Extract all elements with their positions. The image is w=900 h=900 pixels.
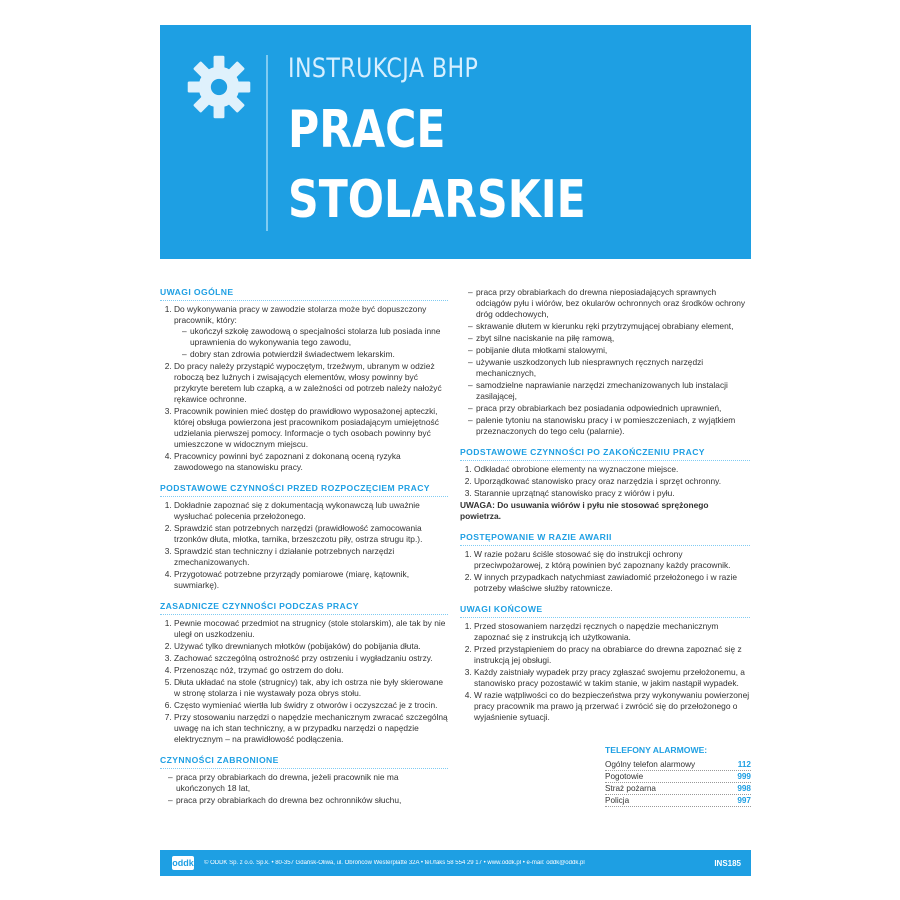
section-title-final: UWAGI KOŃCOWE (460, 604, 750, 618)
after-note: UWAGA: Do usuwania wiórów i pyłu nie stosować sprężonego powietrza. (460, 500, 709, 521)
alarm-row (605, 771, 751, 783)
alarm-title: TELEFONY ALARMOWE: (605, 745, 708, 755)
list-item: – praca przy obrabiarkach bez posiadania odpowiednich uprawnień, (468, 403, 750, 414)
list-item: 1. Odkładać obrobione elementy na wyznaczone miejsce. (474, 464, 750, 475)
header-title (288, 95, 586, 235)
list-item: 1. W razie pożaru ściśle stosować się do instrukcji ochrony przeciwpożarowej, z którą powinien być zapoznany każdy pracownik. (474, 549, 750, 571)
alarm-row (605, 759, 751, 771)
list-item: 2. Sprawdzić stan potrzebnych narzędzi (prawidłowość zamocowania trzonków dłuta, młotka, tarnika, brzeszczotu piły, ostrza strugu itp.). (174, 523, 448, 545)
list-item: 3. Każdy zaistniały wypadek przy pracy zgłaszać swojemu przełożonemu, a stanowisko pracy pozostawić w takim stanie, w jakim nastąpił wypadek. (474, 667, 750, 689)
list-item: 2. Do pracy należy przystąpić wypoczętym, trzeźwym, ubranym w odzież roboczą bez luźnych i zwisających elementów, włosy powinny być przykryte beretem lub czapką, a w zależności od potrzeb należy nałożyć rękawice ochronne. (174, 361, 448, 405)
list-item: 2. Przed przystąpieniem do pracy na obrabiarce do drewna zapoznać się z instrukcją jej obsługi. (474, 644, 750, 666)
alarm-number: 997 (737, 796, 751, 805)
document-code: INS185 (714, 858, 741, 868)
list-item: – ukończył szkołę zawodową o specjalności stolarza lub posiada inne uprawnienia do wykonywania tego zawodu, (182, 326, 448, 348)
list-item: 5. Dłuta układać na stole (strugnicy) tak, aby ich ostrza nie były skierowane w stronę stolarza i nie wystawały poza obrys stołu. (174, 677, 448, 699)
list-forbidden-part2 (460, 287, 750, 437)
section-title-after: PODSTAWOWE CZYNNOŚCI PO ZAKOŃCZENIU PRACY (460, 447, 750, 461)
alarm-label: Straż pożarna (605, 784, 656, 793)
section-title-failure: POSTĘPOWANIE W RAZIE AWARII (460, 532, 750, 546)
list-item: 3. Sprawdzić stan techniczny i działanie potrzebnych narzędzi zmechanizowanych. (174, 546, 448, 568)
gear-icon (185, 53, 253, 121)
header-title-line1: PRACE (288, 100, 446, 160)
alarm-number: 998 (737, 784, 751, 793)
list-item: 2. Używać tylko drewnianych młotków (pobijaków) do pobijania dłuta. (174, 641, 448, 652)
list-item: 3. Zachować szczególną ostrożność przy ostrzeniu i wygładzaniu ostrzy. (174, 653, 448, 664)
footer-bar (160, 850, 751, 876)
alarm-row (605, 795, 751, 807)
list-item: 6. Często wymieniać wiertła lub świdry z otworów i oczyszczać je z trocin. (174, 700, 448, 711)
list-item: 1. Do wykonywania pracy w zawodzie stolarza może być dopuszczony pracownik, który: – ukończył szkołę zawodową o specjalności stolarza lub posiada inne uprawnienia do wykonywania tego zawodu, – dobry stan zdrowia potwierdził świadectwem lekarskim. (174, 304, 448, 360)
section-title-during: ZASADNICZE CZYNNOŚCI PODCZAS PRACY (160, 601, 448, 615)
list-forbidden-part1 (160, 772, 448, 806)
list-failure (460, 549, 750, 594)
list-item: – palenie tytoniu na stanowisku pracy i w pomieszczeniach, z wyjątkiem przeznaczonych do tego celu (palarnie). (468, 415, 750, 437)
list-item: 7. Przy stosowaniu narzędzi o napędzie mechanicznym zwracać szczególną uwagę na ich stan techniczny, a w przypadku narzędzi o napędzie elektrycznym – na prawidłowość podłączenia. (174, 712, 448, 745)
list-final (460, 621, 750, 723)
alarm-label: Pogotowie (605, 772, 644, 781)
list-item: – praca przy obrabiarkach do drewna, jeżeli pracownik nie ma ukończonych 18 lat, (168, 772, 448, 794)
list-item: – pobijanie dłuta młotkami stalowymi, (468, 345, 750, 356)
list-item: 2. W innych przypadkach natychmiast zawiadomić przełożonego i w razie potrzeby właściwe służby ratownicze. (474, 572, 750, 594)
section-title-general: UWAGI OGÓLNE (160, 287, 448, 301)
header-banner (160, 25, 751, 259)
list-general (160, 304, 448, 473)
alarm-number: 999 (737, 772, 751, 781)
list-item: 4. Pracownicy powinni być zapoznani z dokonaną oceną ryzyka zawodowego na stanowisku pracy. (174, 451, 448, 473)
list-item: – samodzielne naprawianie narzędzi zmechanizowanych lub instalacji zasilającej, (468, 380, 750, 402)
list-item: 4. W razie wątpliwości co do bezpieczeństwa przy wykonywaniu powierzonej pracy pracownik ma prawo ją przerwać i zwrócić się do przełożonego o wyjaśnienie sytuacji. (474, 690, 750, 723)
list-item: – skrawanie dłutem w kierunku ręki przytrzymującej obrabiany element, (468, 321, 750, 332)
list-item: – używanie uszkodzonych lub niesprawnych ręcznych narzędzi mechanicznych, (468, 357, 750, 379)
list-item: – praca przy obrabiarkach do drewna nieposiadających sprawnych odciągów pyłu i wiórów, bez okularów ochronnych oraz środków ochrony dróg oddechowych, (468, 287, 750, 320)
list-item: 1. Przed stosowaniem narzędzi ręcznych o napędzie mechanicznym zapoznać się z instrukcją ich użytkowania. (474, 621, 750, 643)
list-item: 3. Starannie uprzątnąć stanowisko pracy z wiórów i pyłu. (474, 488, 750, 499)
footer-address: © ODDK Sp. z o.o. Sp.k. • 80-357 Gdańsk-Oliwa, ul. Obrońców Westerplatte 32A • tel./faks 58 554 29 17 • www.oddk.pl • e-mail: oddk@oddk.pl (204, 860, 585, 866)
alarm-number: 112 (737, 760, 751, 769)
list-item: – praca przy obrabiarkach do drewna bez ochronników słuchu, (168, 795, 448, 806)
left-column (160, 287, 448, 807)
alarm-label: Policja (605, 796, 630, 805)
section-title-before: PODSTAWOWE CZYNNOŚCI PRZED ROZPOCZĘCIEM PRACY (160, 483, 448, 497)
publisher-logo: oddk (172, 858, 194, 868)
list-item: 4. Przenosząc nóż, trzymać go ostrzem do dołu. (174, 665, 448, 676)
list-item: – zbyt silne naciskanie na piłę ramową, (468, 333, 750, 344)
list-after (460, 464, 750, 499)
list-item: 1. Pewnie mocować przedmiot na strugnicy (stole stolarskim), ale tak by nie uległ on uszkodzeniu. (174, 618, 448, 640)
list-during (160, 618, 448, 745)
section-title-forbidden: CZYNNOŚCI ZABRONIONE (160, 755, 448, 769)
list-before (160, 500, 448, 591)
header-supertitle: INSTRUKCJA BHP (288, 53, 479, 84)
list-item: 2. Uporządkować stanowisko pracy oraz narzędzia i sprzęt ochronny. (474, 476, 750, 487)
sublist-general (174, 326, 448, 360)
header-title-line2: STOLARSKIE (288, 170, 586, 230)
alarm-label: Ogólny telefon alarmowy (605, 760, 696, 769)
list-item: 3. Pracownik powinien mieć dostęp do prawidłowo wyposażonej apteczki, której obsługa powierzona jest pracownikom posiadającym umiejętność udzielania pierwszej pomocy. Informacje o tych osobach powinny być umieszczone w widocznym miejscu. (174, 406, 448, 450)
list-item: – dobry stan zdrowia potwierdził świadectwem lekarskim. (182, 349, 448, 360)
right-column (460, 287, 750, 724)
alarm-phones-box (605, 745, 751, 807)
header-divider (266, 55, 268, 231)
alarm-row (605, 783, 751, 795)
list-item: 1. Dokładnie zapoznać się z dokumentacją wykonawczą lub uważnie wysłuchać polecenia przełożonego. (174, 500, 448, 522)
instruction-sheet (160, 25, 751, 876)
list-item: 4. Przygotować potrzebne przyrządy pomiarowe (miarę, kątownik, suwmiarkę). (174, 569, 448, 591)
